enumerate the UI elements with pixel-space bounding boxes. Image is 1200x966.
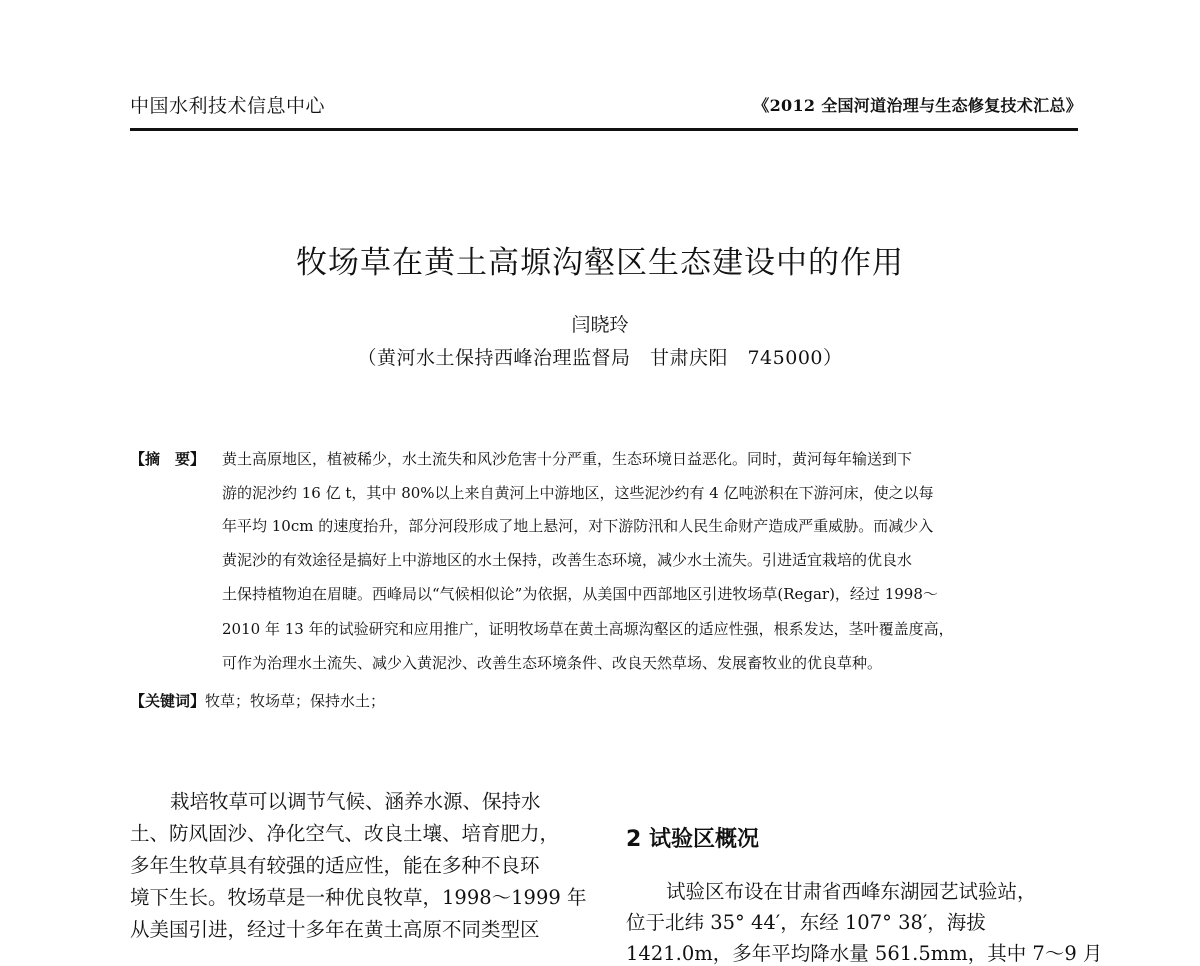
body-line: 栽培牧草可以调节气候、涵养水源、保持水: [170, 790, 541, 813]
paper-affiliation: （黄河水土保持西峰治理监督局 甘肃庆阳 745000）: [357, 347, 843, 369]
abstract-line: 年平均 10cm 的速度抬升，部分河段形成了地上悬河，对下游防汛和人民生命财产造成严重威胁。而减少入: [222, 517, 934, 535]
abstract-line: 游的泥沙约 16 亿 t，其中 80%以上来自黄河上中游地区，这些泥沙约有 4 亿吨淤积在下游河床，使之以每: [222, 484, 934, 502]
keywords-text: 牧草；牧场草；保持水土；: [205, 692, 386, 710]
body-line: 1421.0m，多年平均降水量 561.5mm，其中 7～9 月: [626, 942, 1103, 965]
body-line: 多年生牧草具有较强的适应性，能在多种不良环: [130, 854, 540, 877]
abstract-line: 可作为治理水土流失、减少入黄泥沙、改善生态环境条件、改良天然草场、发展畜牧业的优良草种。: [222, 654, 883, 672]
section-heading: 2 试验区概况: [626, 827, 759, 852]
paper-author: 闫晓玲: [571, 314, 629, 336]
body-line: 土、防风固沙、净化空气、改良土壤、培育肥力，: [130, 822, 560, 845]
running-header-left: 中国水利技术信息中心: [130, 95, 326, 117]
abstract-line: 2010 年 13 年的试验研究和应用推广，证明牧场草在黄土高塬沟壑区的适应性强，根系发达，茎叶覆盖度高，: [222, 620, 954, 638]
keywords-row: [130, 690, 385, 711]
header-divider: [130, 128, 1078, 131]
abstract-label: 【摘 要】: [130, 450, 206, 468]
body-line: 位于北纬 35° 44′，东经 107° 38′，海拔: [626, 911, 986, 934]
keywords-label: 【关键词】: [130, 692, 206, 710]
body-line: 从美国引进，经过十多年在黄土高原不同类型区: [130, 918, 540, 941]
running-header-right: 《2012 全国河道治理与生态修复技术汇总》: [753, 96, 1082, 115]
abstract-line: 黄土高原地区，植被稀少，水土流失和风沙危害十分严重，生态环境日益恶化。同时，黄河每年输送到下: [222, 450, 913, 468]
paper-title: 牧场草在黄土高塬沟壑区生态建设中的作用: [296, 245, 904, 281]
abstract-line: 黄泥沙的有效途径是搞好上中游地区的水土保持，改善生态环境，减少水土流失。引进适宜栽培的优良水: [222, 551, 913, 569]
body-line: 境下生长。牧场草是一种优良牧草，1998～1999 年: [130, 886, 587, 909]
abstract-line: 土保持植物迫在眉睫。西峰局以“气候相似论”为依据，从美国中西部地区引进牧场草(Regar)，经过 1998～: [222, 585, 938, 603]
body-line: 试验区布设在甘肃省西峰东湖园艺试验站，: [666, 880, 1037, 903]
